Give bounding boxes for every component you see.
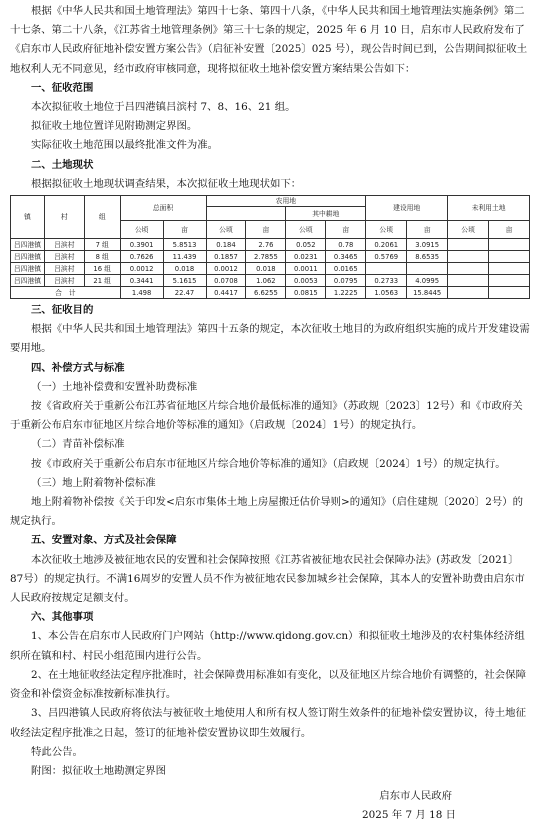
section-2-title: 二、土地现状 [31,158,94,171]
section-6-item: 2、在土地征收经法定程序批准时，社会保障费用标准如有变化，以及征地区片综合地价有调整的，社会保障资金和补偿资金标准按新标准执行。 [10,668,526,701]
unit-hectare: 公顷 [366,221,407,239]
table-cell-value: 0.0795 [326,275,366,287]
header-unused-land: 未利用土地 [448,196,530,221]
table-cell-value: 0.052 [286,239,326,251]
table-cell-value: 0.018 [163,263,206,275]
land-table-body [11,239,530,287]
unit-mu: 亩 [407,221,448,239]
section-1-title: 一、征收范围 [31,81,94,94]
table-cell-value: 0.0012 [120,263,163,275]
signature-date: 2025 年 7 月 18 日 [362,809,456,822]
table-cell-value: 0.2733 [366,275,407,287]
total-label: 合 计 [11,287,121,299]
land-status-table [10,195,530,299]
section-5-text: 本次征收土地涉及被征地农民的安置和社会保障按照《江苏省被征地农民社会保障办法》(苏政发〔2021〕87号）的规定执行。不满16周岁的安置人员不作为被征地农民参加城乡社会保障，其本人的安置补助费由启东市人民政府按规定足额支付。 [10,553,525,605]
table-cell-value: 0.3465 [326,251,366,263]
section-6-item: 1、本公告在启东市人民政府门户网站（http://www.qidong.gov.cn）和拟征收土地涉及的农村集体经济组织所在镇和村、村民小组范围内进行公告。 [10,630,525,662]
table-cell-value: 0.7626 [120,251,163,263]
table-cell-value: 0.0011 [286,263,326,275]
section-3-text: 根据《中华人民共和国土地管理法》第四十五条的规定，本次征收土地目的为政府组织实施的成片开发建设需要用地。 [10,323,530,355]
table-cell-value: 0.5769 [366,251,407,263]
table-cell-value [407,263,448,275]
table-cell-value: 0.0231 [286,251,326,263]
section-5-title: 五、安置对象、方式及社会保障 [31,534,177,547]
table-cell-value: 1.062 [246,275,286,287]
table-cell-village: 吕滨村 [44,263,84,275]
total-cell: 6.6255 [246,287,286,299]
table-cell-group: 7 组 [84,239,120,251]
table-cell-value: 8.6535 [407,251,448,263]
table-cell-value: 0.184 [206,239,246,251]
table-cell-value [489,239,530,251]
total-cell: 1.498 [120,287,163,299]
table-cell-value: 0.0165 [326,263,366,275]
section-4-text1: 按《省政府关于重新公布江苏省征地区片综合地价最低标准的通知》（苏政规〔2023〕12号）和《市政府关于重新公布启东市征地区片综合地价等标准的通知》（启政规〔2024〕1号）的规定执行。 [10,400,523,432]
table-cell-value: 0.2061 [366,239,407,251]
total-cell: 1.2225 [326,287,366,299]
table-cell-value: 4.0995 [407,275,448,287]
table-cell-value [489,263,530,275]
table-cell-value: 2.7855 [246,251,286,263]
table-cell-value: 0.1857 [206,251,246,263]
table-cell-value [448,239,489,251]
table-row [11,275,530,287]
table-cell-group: 16 组 [84,263,120,275]
table-cell-value [448,263,489,275]
unit-hectare: 公顷 [448,221,489,239]
table-cell-value: 0.3441 [120,275,163,287]
section-4-title: 四、补偿方式与标准 [31,361,125,374]
table-cell-value: 0.018 [246,263,286,275]
section-1-line: 本次拟征收土地位于吕四港镇吕滨村 7、8、16、21 组。 [31,101,296,114]
table-cell-village: 吕滨村 [44,251,84,263]
table-cell-value: 3.0915 [407,239,448,251]
unit-hectare: 公顷 [120,221,163,239]
table-cell-value: 0.0053 [286,275,326,287]
section-6-title: 六、其他事项 [31,611,94,624]
header-agri-land: 农用地 [206,196,366,207]
table-cell-value [366,263,407,275]
section-4-sub1: （一）土地补偿费和安置补助费标准 [31,380,198,393]
unit-mu: 亩 [326,221,366,239]
unit-mu: 亩 [489,221,530,239]
table-cell-value [489,251,530,263]
table-cell-village: 吕滨村 [44,275,84,287]
table-cell-value [448,275,489,287]
header-group: 组 [84,196,120,239]
table-cell-value: 11.439 [163,251,206,263]
unit-mu: 亩 [246,221,286,239]
unit-hectare: 公顷 [206,221,246,239]
table-total-row [11,287,530,299]
total-cell [489,287,530,299]
table-row [11,263,530,275]
table-cell-town: 吕四港镇 [11,251,45,263]
table-cell-town: 吕四港镇 [11,263,45,275]
table-cell-value: 0.0012 [206,263,246,275]
total-cell: 1.0563 [366,287,407,299]
total-cell: 15.8445 [407,287,448,299]
table-cell-value: 2.76 [246,239,286,251]
header-farmland: 其中耕地 [286,207,366,221]
table-cell-value [448,251,489,263]
section-6-item: 3、吕四港镇人民政府将依法与被征收土地使用人和所有权人签订附生效条件的征地补偿安置协议，待土地征收经法定程序批准之日起，签订的征地补偿安置协议即生效履行。 [10,707,526,739]
header-village: 村 [44,196,84,239]
total-cell: 0.4417 [206,287,246,299]
section-4-sub2: （二）青苗补偿标准 [31,438,125,451]
section-3-title: 三、征收目的 [31,304,94,317]
intro-paragraph: 根据《中华人民共和国土地管理法》第四十七条、第四十八条，《中华人民共和国土地管理法实施条例》第二十七条、第二十八条，《江苏省土地管理条例》第三十七条的规定，2025 年 6 月 10 日，启东市人民政府发布了《启东市人民政府征地补偿安置方案公告》（启征补安置〔2025〕025 号），现公告时间已到，公告期间拟征收土地权利人无不同意见，经市政府审核同意，现将拟征收土地补偿安置方案结果公告如下： [10,5,528,75]
section-1-line: 拟征收土地位置详见附勘测定界图。 [31,120,198,133]
table-cell-value: 0.0708 [206,275,246,287]
table-cell-value: 0.3901 [120,239,163,251]
section-2-intro: 根据拟征收土地现状调查结果，本次拟征收土地现状如下： [31,177,302,190]
table-row [11,239,530,251]
total-cell: 22.47 [163,287,206,299]
table-cell-village: 吕滨村 [44,239,84,251]
section-1-line: 实际征收土地范围以最终批准文件为准。 [31,139,219,152]
attachment-note: 附图：拟征收土地勘测定界图 [31,764,167,777]
table-cell-value [489,275,530,287]
table-cell-town: 吕四港镇 [11,239,45,251]
header-construction-land: 建设用地 [366,196,448,221]
signature-org: 启东市人民政府 [379,790,452,803]
unit-hectare: 公顷 [286,221,326,239]
table-cell-value: 0.78 [326,239,366,251]
section-4-sub3: （三）地上附着物补偿标准 [31,476,156,489]
header-town: 镇 [11,196,45,239]
section-4-text3: 地上附着物补偿按《关于印发<启东市集体土地上房屋搬迁估价导则>的通知》（启住建规〔2020〕2号）的规定执行。 [10,496,524,528]
table-cell-value: 5.8513 [163,239,206,251]
closing-text: 特此公告。 [31,745,83,758]
table-cell-town: 吕四港镇 [11,275,45,287]
table-cell-group: 21 组 [84,275,120,287]
table-row [11,251,530,263]
header-total-area: 总面积 [120,196,206,221]
total-cell: 0.0815 [286,287,326,299]
total-cell [448,287,489,299]
section-4-text2: 按《市政府关于重新公布启东市征地区片综合地价等标准的通知》（启政规〔2024〕1号）的规定执行。 [31,457,506,470]
table-cell-group: 8 组 [84,251,120,263]
unit-mu: 亩 [163,221,206,239]
table-cell-value: 5.1615 [163,275,206,287]
header-agri-blank [206,207,286,221]
